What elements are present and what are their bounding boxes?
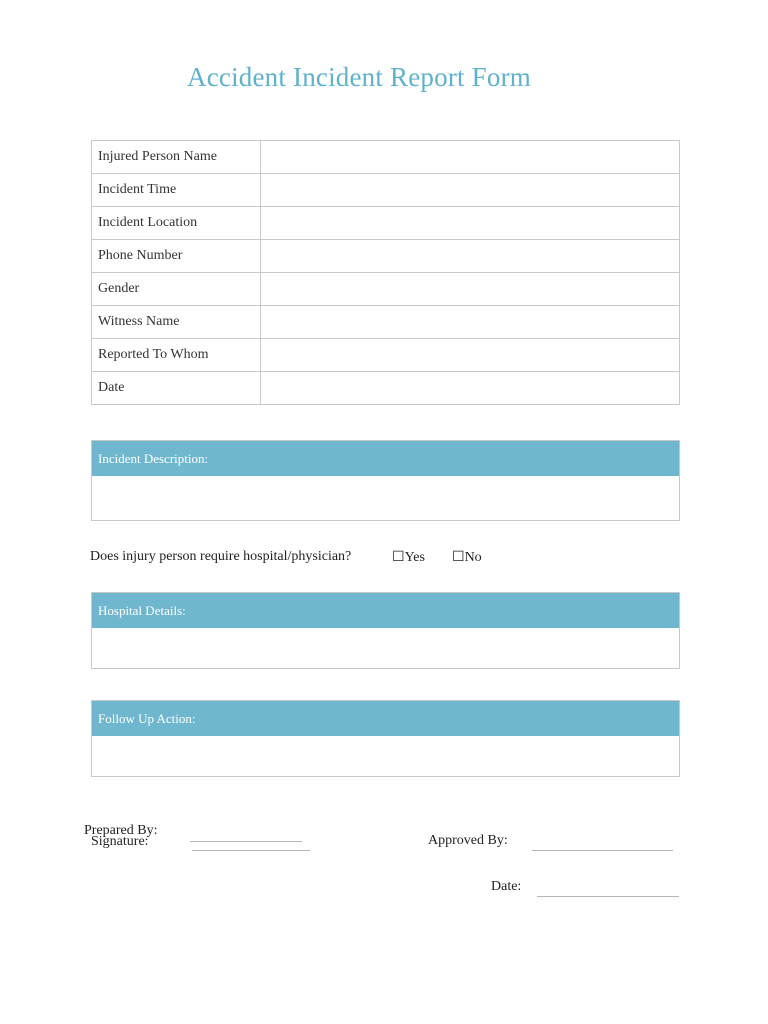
table-row — [92, 339, 680, 372]
table-row — [92, 141, 680, 174]
follow-up-action-heading: Follow Up Action: — [92, 701, 679, 736]
approved-by-line[interactable] — [532, 850, 673, 851]
field-value-incident-location[interactable] — [261, 207, 680, 240]
table-row — [92, 207, 680, 240]
hospital-details-section — [91, 592, 680, 669]
follow-up-action-field[interactable] — [92, 736, 679, 776]
field-value-witness-name[interactable] — [261, 306, 680, 339]
table-row — [92, 240, 680, 273]
hospital-yes-label: Yes — [404, 550, 425, 565]
table-row — [92, 372, 680, 405]
incident-description-field[interactable] — [92, 476, 679, 520]
field-value-phone-number[interactable] — [261, 240, 680, 273]
hospital-yes-checkbox[interactable] — [392, 549, 425, 566]
field-label-phone-number: Phone Number — [92, 240, 261, 273]
table-row — [92, 306, 680, 339]
follow-up-action-section — [91, 700, 680, 777]
field-label-witness-name: Witness Name — [92, 306, 261, 339]
incident-description-section — [91, 440, 680, 521]
checkbox-icon: ☐ — [452, 550, 465, 565]
table-row — [92, 174, 680, 207]
field-label-date: Date — [92, 372, 261, 405]
field-label-reported-to-whom: Reported To Whom — [92, 339, 261, 372]
hospital-no-label: No — [464, 550, 482, 565]
field-value-injured-person-name[interactable] — [261, 141, 680, 174]
table-row — [92, 273, 680, 306]
hospital-no-checkbox[interactable] — [452, 549, 482, 566]
page-title: Accident Incident Report Form — [187, 62, 531, 92]
hospital-details-field[interactable] — [92, 628, 679, 668]
date-line[interactable] — [537, 896, 679, 897]
field-value-incident-time[interactable] — [261, 174, 680, 207]
prepared-by-label: Prepared By: — [84, 823, 158, 838]
field-label-incident-location: Incident Location — [92, 207, 261, 240]
incident-info-table — [91, 140, 680, 405]
field-label-gender: Gender — [92, 273, 261, 306]
hospital-details-heading: Hospital Details: — [92, 593, 679, 628]
field-label-injured-person-name: Injured Person Name — [92, 141, 261, 174]
signature-label: Signature: — [91, 834, 149, 849]
field-value-date[interactable] — [261, 372, 680, 405]
checkbox-icon: ☐ — [392, 550, 405, 565]
signature-line[interactable] — [192, 850, 310, 851]
hospital-question: Does injury person require hospital/physician? — [90, 549, 352, 564]
incident-description-heading: Incident Description: — [92, 441, 679, 476]
field-value-reported-to-whom[interactable] — [261, 339, 680, 372]
prepared-by-line[interactable] — [190, 841, 302, 842]
approved-by-label: Approved By: — [428, 833, 508, 848]
field-label-incident-time: Incident Time — [92, 174, 261, 207]
field-value-gender[interactable] — [261, 273, 680, 306]
date-label: Date: — [491, 879, 522, 894]
